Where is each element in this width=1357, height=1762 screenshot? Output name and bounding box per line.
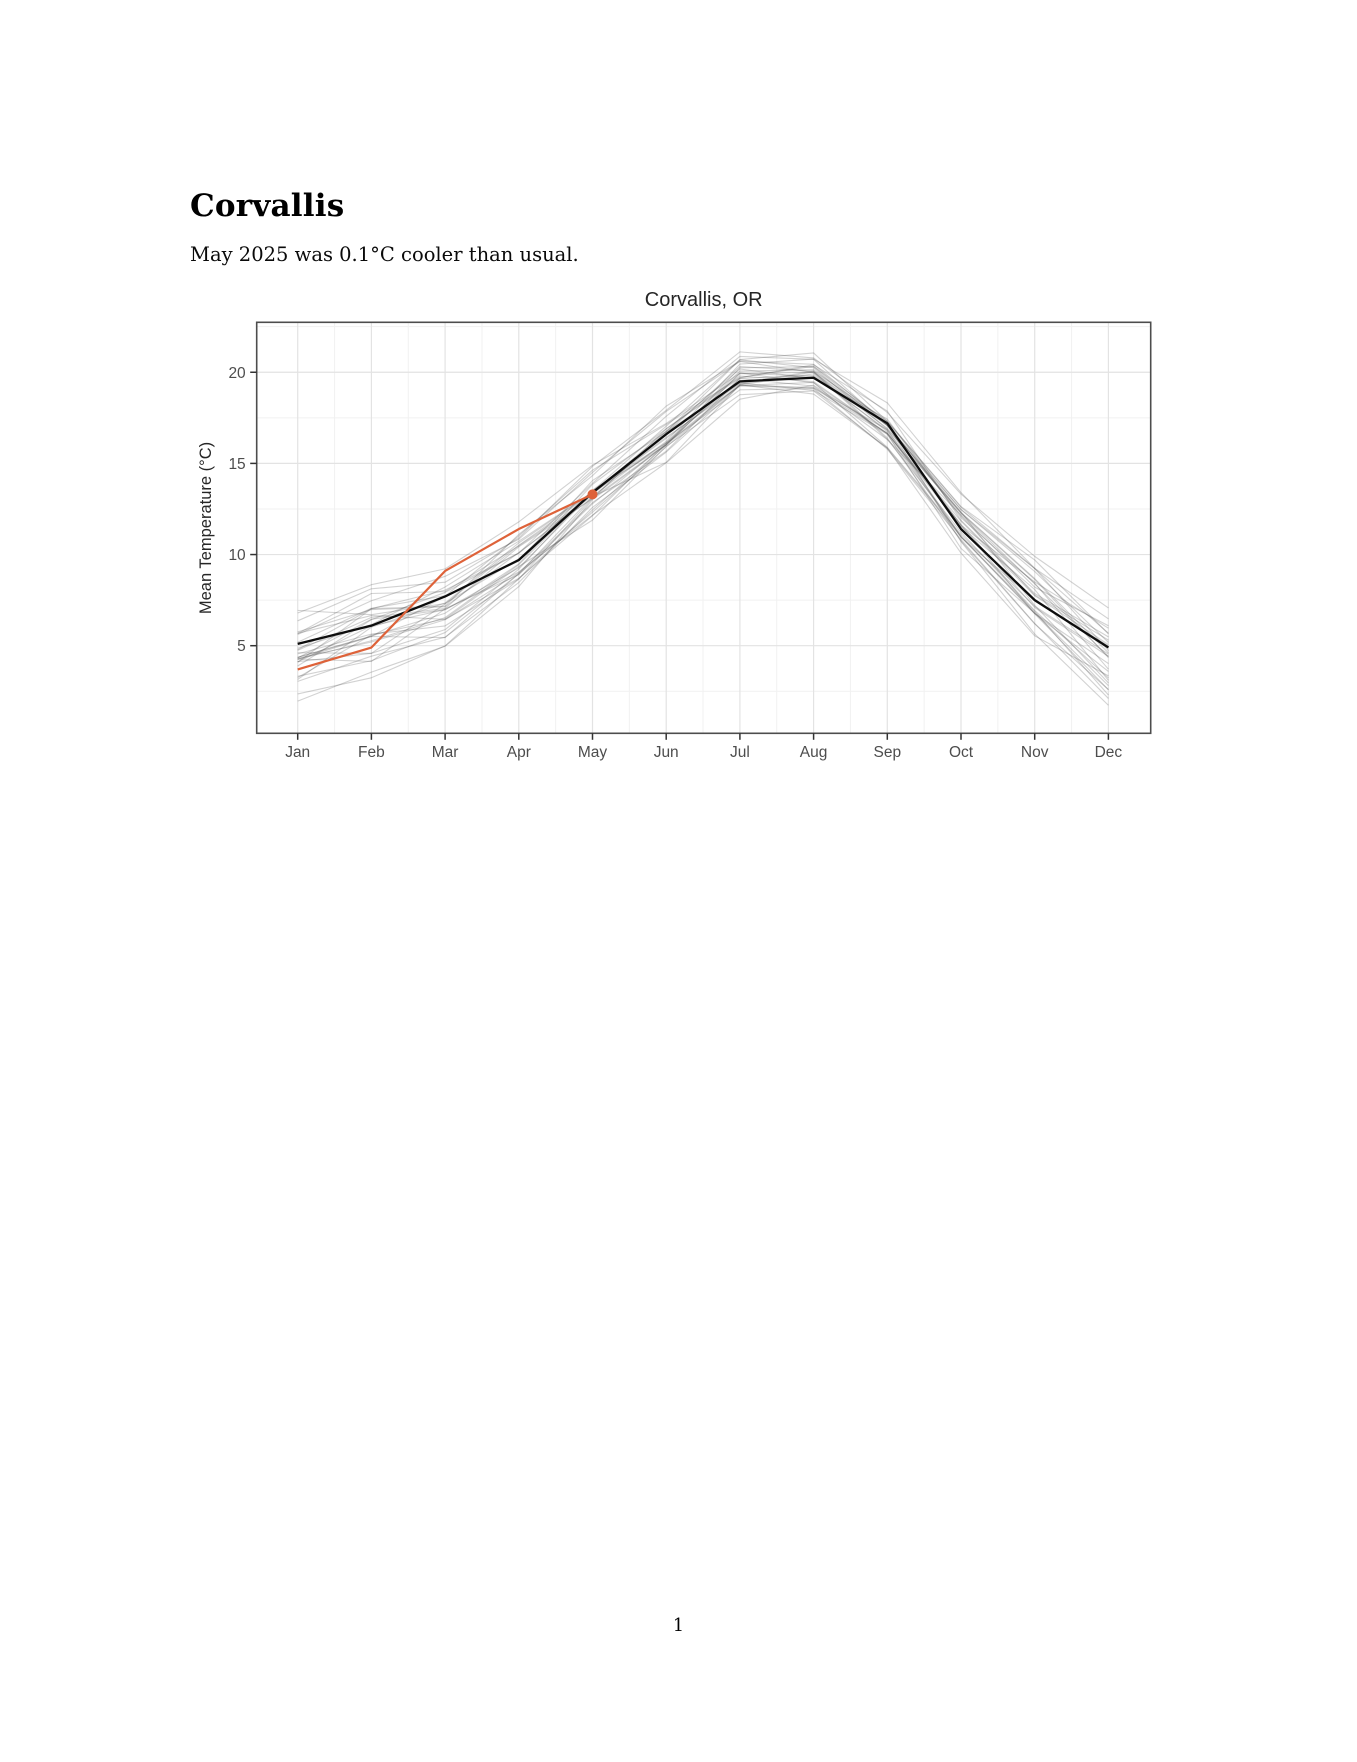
y-axis-title: Mean Temperature (°C) bbox=[197, 441, 215, 615]
x-tick-label: Jan bbox=[285, 743, 311, 761]
x-tick-label: Sep bbox=[873, 743, 902, 761]
y-tick-label: 20 bbox=[228, 364, 246, 382]
panel-border bbox=[257, 322, 1151, 733]
x-tick-label: Jun bbox=[653, 743, 679, 761]
x-tick-label: Oct bbox=[948, 743, 974, 761]
temperature-chart bbox=[185, 272, 1185, 777]
x-tick-label: Jul bbox=[729, 743, 750, 761]
x-tick-label: Aug bbox=[799, 743, 828, 761]
y-tick-label: 5 bbox=[237, 638, 246, 656]
x-tick-label: Dec bbox=[1094, 743, 1123, 761]
y-tick-label: 15 bbox=[228, 455, 246, 473]
y-tick-label: 10 bbox=[228, 547, 246, 565]
chart-title: Corvallis, OR bbox=[644, 289, 763, 311]
x-tick-label: Mar bbox=[431, 743, 459, 761]
current-year-endpoint-dot bbox=[588, 489, 598, 499]
x-tick-label: Feb bbox=[358, 743, 385, 761]
x-tick-label: May bbox=[577, 743, 608, 761]
page-subtitle: May 2025 was 0.1°C cooler than usual. bbox=[190, 243, 579, 266]
page-number: 1 bbox=[672, 1616, 685, 1636]
page-title: Corvallis bbox=[190, 188, 345, 224]
x-tick-label: Nov bbox=[1020, 743, 1049, 761]
x-tick-label: Apr bbox=[506, 743, 531, 761]
